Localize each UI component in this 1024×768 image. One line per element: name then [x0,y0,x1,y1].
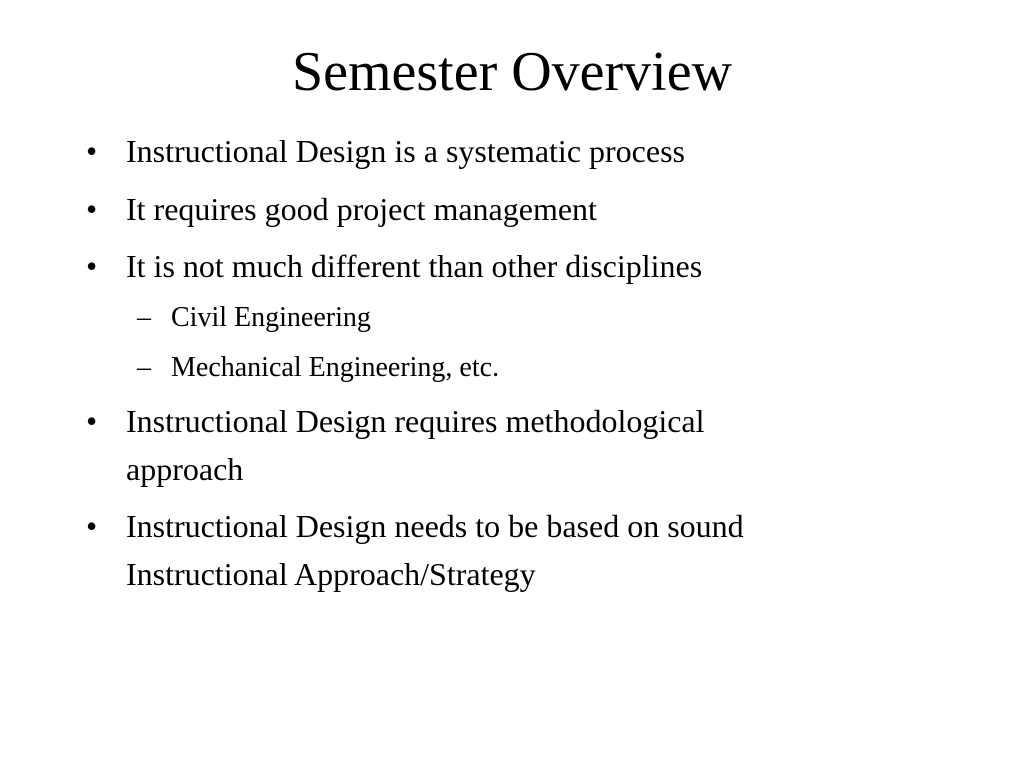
sub-bullet-text: Civil Engineering [171,302,371,333]
slide-title: Semester Overview [291,41,733,103]
bullet-text: Instructional Approach/Strategy [126,556,536,592]
dash-marker: – [137,352,151,383]
sub-bullet-text: Mechanical Engineering, etc. [171,352,500,383]
bullet-marker: • [86,133,98,169]
bullet-text: approach [126,451,244,487]
bullet-text: Instructional Design is a systematic process [126,133,685,169]
bullet-marker: • [86,248,98,284]
bullet-marker: • [86,508,98,544]
bullet-text: It is not much different than other disciplines [126,248,703,284]
bullet-text: Instructional Design requires methodological [126,403,705,439]
dash-marker: – [137,302,151,333]
bullet-marker: • [86,191,98,227]
bullet-marker: • [86,403,98,439]
bullet-text: Instructional Design needs to be based on sound [126,508,744,544]
bullet-text: It requires good project management [126,191,597,227]
